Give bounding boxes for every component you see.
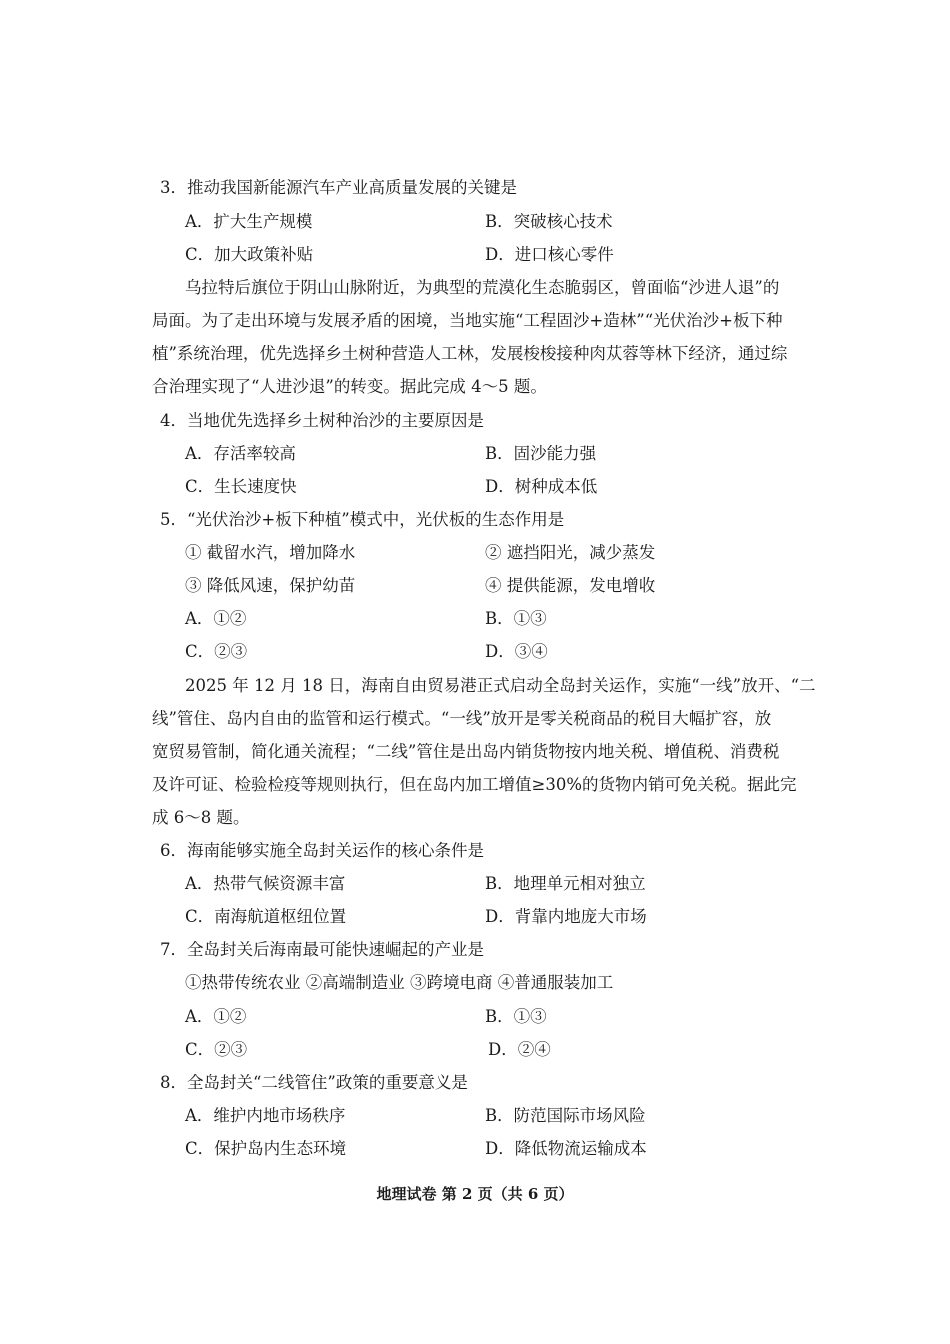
q5-stem: 5．“光伏治沙+板下种植”模式中，光伏板的生态作用是 [160,510,565,529]
q5-option-a: A．①② [185,609,247,628]
q5-item-1: ① 截留水汽，增加降水 [185,543,356,562]
q7-option-a: A．①② [185,1007,247,1026]
q8-option-c: C．保护岛内生态环境 [185,1139,347,1158]
q4-option-b: B．固沙能力强 [485,444,597,463]
passage2-line-2: 线”管住、岛内自由的监管和运行模式。“一线”放开是零关税商品的税目大幅扩容，放 [152,709,772,728]
q6-option-d: D．背靠内地庞大市场 [485,907,647,926]
q5-option-d: D．③④ [485,642,548,661]
q4-option-d: D．树种成本低 [485,477,598,496]
q4-stem: 4．当地优先选择乡土树种治沙的主要原因是 [160,411,484,430]
q6-option-b: B．地理单元相对独立 [485,874,646,893]
passage2-line-4: 及许可证、检验检疫等规则执行，但在岛内加工增值≥30%的货物内销可免关税。据此完 [152,775,797,794]
q3-option-d: D．进口核心零件 [485,245,614,264]
q5-item-2: ② 遮挡阳光，减少蒸发 [485,543,656,562]
q3-stem: 3．推动我国新能源汽车产业高质量发展的关键是 [160,178,517,197]
q7-stem: 7．全岛封关后海南最可能快速崛起的产业是 [160,940,484,959]
passage2-line-1: 2025 年 12 月 18 日，海南自由贸易港正式启动全岛封关运作，实施“一线”放开、“二 [185,676,816,695]
q4-option-c: C．生长速度快 [185,477,297,496]
q3-option-a: A．扩大生产规模 [185,212,313,231]
passage2-line-5: 成 6～8 题。 [152,808,250,827]
q8-option-a: A．维护内地市场秩序 [185,1106,346,1125]
page-footer: 地理试卷 第 2 页（共 6 页） [376,1185,574,1203]
q8-option-d: D．降低物流运输成本 [485,1139,647,1158]
passage1-line-4: 合治理实现了“人进沙退”的转变。据此完成 4～5 题。 [152,377,547,396]
q5-item-4: ④ 提供能源，发电增收 [485,576,656,595]
q7-option-b: B．①③ [485,1007,547,1026]
q6-stem: 6．海南能够实施全岛封关运作的核心条件是 [160,841,484,860]
passage1-line-1: 乌拉特后旗位于阴山山脉附近，为典型的荒漠化生态脆弱区，曾面临“沙进人退”的 [185,278,780,297]
passage1-line-3: 植”系统治理，优先选择乡土树种营造人工林，发展梭梭接种肉苁蓉等林下经济，通过综 [152,344,788,363]
q5-option-c: C．②③ [185,642,248,661]
q7-option-c: C．②③ [185,1040,248,1059]
q5-item-3: ③ 降低风速，保护幼苗 [185,576,356,595]
q7-option-d: D．②④ [488,1040,551,1059]
q4-option-a: A．存活率较高 [185,444,296,463]
q7-items: ①热带传统农业 ②高端制造业 ③跨境电商 ④普通服装加工 [185,973,614,992]
q6-option-c: C．南海航道枢纽位置 [185,907,347,926]
q5-option-b: B．①③ [485,609,547,628]
q8-option-b: B．防范国际市场风险 [485,1106,646,1125]
passage1-line-2: 局面。为了走出环境与发展矛盾的困境，当地实施“工程固沙+造林”“光伏治沙+板下种 [152,311,783,330]
q6-option-a: A．热带气候资源丰富 [185,874,346,893]
passage2-line-3: 宽贸易管制，简化通关流程；“二线”管住是出岛内销货物按内地关税、增值税、消费税 [152,742,780,761]
q3-option-b: B．突破核心技术 [485,212,613,231]
q3-option-c: C．加大政策补贴 [185,245,314,264]
q8-stem: 8．全岛封关“二线管住”政策的重要意义是 [160,1073,468,1092]
